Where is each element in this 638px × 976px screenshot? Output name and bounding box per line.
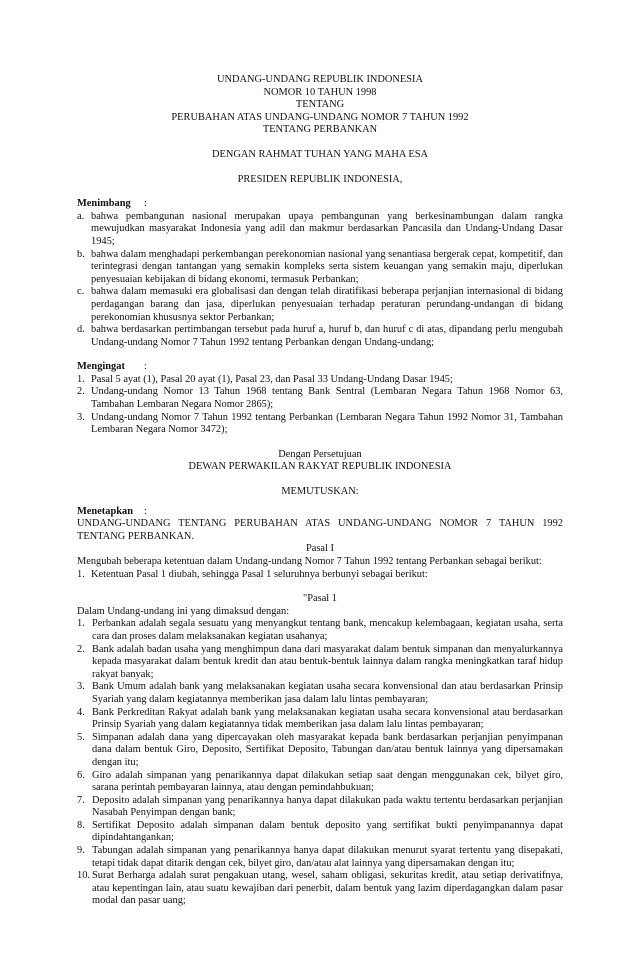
item-text: Deposito adalah simpanan yang penarikannya hanya dapat dilakukan pada waktu tertentu berdasarkan perjanjian Nasabah Penyimpan dengan bank; [92, 794, 563, 819]
pasal-i-intro: Mengubah beberapa ketentuan dalam Undang-undang Nomor 7 Tahun 1992 tentang Perbankan sebagai berikut: [77, 556, 542, 567]
menetapkan-heading [77, 506, 563, 519]
presiden-line: PRESIDEN REPUBLIK INDONESIA, [237, 173, 403, 185]
persetujuan-line-2: DEWAN PERWAKILAN RAKYAT REPUBLIK INDONESIA [188, 461, 452, 473]
menetapkan-label: Menetapkan [77, 505, 133, 517]
item-marker: 9. [77, 845, 85, 857]
item-marker: 4. [77, 706, 85, 718]
memutuskan-line: MEMUTUSKAN: [281, 486, 359, 498]
title-block [77, 74, 563, 137]
item-text: bahwa berdasarkan pertimbangan tersebut pada huruf a, huruf b, dan huruf c di atas, dipandang perlu mengubah Undang-undang Nomor 7 Tahun 1992 tentang Perbankan dengan Undang-undang; [91, 324, 563, 348]
menimbang-item [77, 324, 563, 349]
definition-item [77, 644, 563, 682]
definition-item [77, 732, 563, 770]
pasal-1-intro: Dalam Undang-undang ini yang dimaksud dengan: [77, 605, 290, 617]
item-marker: b. [77, 248, 85, 260]
item-marker: 1. [77, 618, 85, 630]
menimbang-item [77, 286, 563, 324]
menetapkan-colon: : [144, 505, 147, 517]
item-marker: 8. [77, 819, 85, 831]
mengingat-label: Mengingat [77, 361, 125, 373]
document-page [77, 74, 563, 908]
definition-item [77, 795, 563, 820]
item-text: bahwa pembangunan nasional merupakan upaya pembangunan yang berkesinambungan dalam rangka mewujudkan masyarakat Indonesia yang adil dan makmur berdasarkan Pancasila dan Undang-Undang Dasar 1945; [91, 210, 563, 247]
item-text: Bank adalah badan usaha yang menghimpun dana dari masyarakat dalam bentuk simpanan dan menyalurkannya kepada masyarakat dalam bentuk kredit dan atau bentuk-bentuk lainnya dalam rangka meningkatkan taraf hidup rakyat banyak; [92, 643, 563, 680]
definition-item [77, 707, 563, 732]
pasal-i-title: Pasal I [306, 543, 334, 555]
item-text: Undang-undang Nomor 7 Tahun 1992 tentang Perbankan (Lembaran Negara Tahun 1992 Nomor 31, Tambahan Lembaran Negara Nomor 3472); [91, 411, 563, 436]
item-marker: 3. [77, 411, 85, 423]
pasal-i-item [77, 569, 563, 582]
menimbang-colon: : [144, 198, 147, 210]
mengingat-heading [77, 361, 563, 374]
item-text: bahwa dalam memasuki era globalisasi dan dengan telah diratifikasi beberapa perjanjian internasional di bidang perdagangan barang dan jasa, diperlukan penyesuaian terhadap peraturan perundang-undangan di bidang perekonomian khususnya sektor Perbankan; [91, 286, 563, 323]
title-line-2: NOMOR 10 TAHUN 1998 [263, 86, 377, 98]
item-text: Bank Perkreditan Rakyat adalah bank yang melaksanakan kegiatan usaha secara konvensional atau berdasarkan Prinsip Syariah yang dalam kegiatannya tidak memberikan jasa dalam lalu lintas pembayaran; [92, 706, 563, 731]
menetapkan-text: UNDANG-UNDANG TENTANG PERUBAHAN ATAS UNDANG-UNDANG NOMOR 7 TAHUN 1992 TENTANG PERBANKAN. [77, 518, 563, 542]
item-marker: a. [77, 210, 85, 222]
item-marker: 7. [77, 794, 85, 806]
menimbang-item [77, 249, 563, 287]
item-text: Surat Berharga adalah surat pengakuan utang, wesel, saham obligasi, sekuritas kredit, atau setiap derivatifnya, atau kepentingan lain, atau suatu kewajiban dari penerbit, dalam bentuk yang lazim diperdagangkan dalam pasar modal dan pasar uang; [92, 870, 563, 907]
definition-item [77, 870, 563, 908]
item-marker: 6. [77, 769, 85, 781]
definition-item [77, 820, 563, 845]
item-marker: 2. [77, 386, 85, 398]
item-text: Bank Umum adalah bank yang melaksanakan kegiatan usaha secara konvensional dan atau berdasarkan Prinsip Syariah yang dalam kegiatannya memberikan jasa dalam lalu lintas pembayaran; [92, 681, 563, 705]
item-marker: d. [77, 324, 85, 336]
item-text: Perbankan adalah segala sesuatu yang menyangkut tentang bank, mencakup kelembagaan, kegiatan usaha, serta cara dan proses dalam melaksanakan kegiatan usahanya; [92, 618, 563, 642]
item-text: Ketentuan Pasal 1 diubah, sehingga Pasal 1 seluruhnya berbunyi sebagai berikut: [91, 568, 428, 580]
mengingat-item [77, 386, 563, 411]
item-text: Giro adalah simpanan yang penarikannya dapat dilakukan setiap saat dengan menggunakan cek, bilyet giro, sarana perintah pembayaran lainnya, atau dengan pemindahbukuan; [92, 769, 563, 794]
item-marker: 3. [77, 681, 85, 693]
item-text: Simpanan adalah dana yang dipercayakan oleh masyarakat kepada bank berdasarkan perjanjian penyimpanan dana dalam bentuk Giro, Deposito, Sertifikat Deposito, Tabungan dan/atau bentuk lainnya yang dipersamakan dengan itu; [92, 731, 563, 768]
item-marker: 5. [77, 731, 85, 743]
title-line-1: UNDANG-UNDANG REPUBLIK INDONESIA [216, 74, 424, 85]
title-line-3: TENTANG [295, 99, 345, 111]
item-text: Undang-undang Nomor 13 Tahun 1968 tentang Bank Sentral (Lembaran Negara Tahun 1968 Nomor 63, Tambahan Lembaran Negara Nomor 2865); [91, 386, 563, 411]
item-marker: 10. [77, 870, 90, 882]
persetujuan-line-1: Dengan Persetujuan [278, 448, 362, 460]
definition-item [77, 770, 563, 795]
item-text: bahwa dalam menghadapi perkembangan perekonomian nasional yang senantiasa bergerak cepat, kompetitif, dan terintegrasi dengan tantangan yang semakin kompleks serta sistem keuangan yang semakin maju, diperlukan penyesuaian kebijakan di bidang ekonomi, termasuk Perbankan; [91, 248, 563, 285]
mengingat-item [77, 412, 563, 437]
item-marker: c. [77, 286, 85, 298]
item-marker: 2. [77, 643, 85, 655]
pasal-1-title: "Pasal 1 [303, 593, 337, 605]
item-marker: 1. [77, 373, 85, 385]
definition-item [77, 618, 563, 643]
mengingat-item [77, 374, 563, 387]
definition-item [77, 681, 563, 706]
menimbang-label: Menimbang [77, 198, 131, 210]
item-text: Tabungan adalah simpanan yang penarikannya hanya dapat dilakukan menurut syarat tertentu yang disepakati, tetapi tidak dapat ditarik dengan cek, bilyet giro, dan/atau alat lainnya yang dipersamakan dengan itu; [92, 845, 563, 869]
mengingat-colon: : [144, 361, 147, 373]
title-line-4: PERUBAHAN ATAS UNDANG-UNDANG NOMOR 7 TAHUN 1992 [171, 111, 469, 123]
menimbang-heading [77, 198, 563, 211]
menimbang-item [77, 211, 563, 249]
item-text: Pasal 5 ayat (1), Pasal 20 ayat (1), Pasal 23, dan Pasal 33 Undang-Undang Dasar 1945; [91, 373, 453, 385]
title-line-5: TENTANG PERBANKAN [262, 124, 378, 136]
item-marker: 1. [77, 568, 85, 580]
definition-item [77, 845, 563, 870]
item-text: Sertifikat Deposito adalah simpanan dalam bentuk deposito yang sertifikat bukti penyimpanannya dapat dipindahtangankan; [92, 819, 563, 844]
rahmat-line: DENGAN RAHMAT TUHAN YANG MAHA ESA [212, 148, 428, 160]
